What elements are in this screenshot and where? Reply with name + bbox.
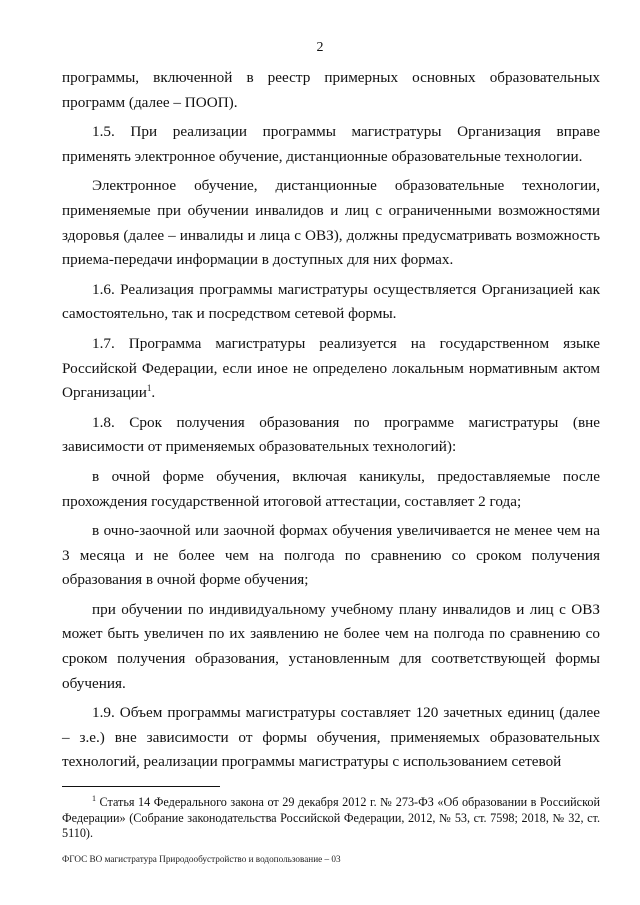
paragraph [62, 120, 600, 169]
paragraph-text: 1.9. Объем программы магистратуры составляет 120 зачетных единиц (далее – з.е.) вне зависимости от формы обучения, применяемых образовательных технологий, реализации программы магистратуры с использованием сетевой [62, 704, 600, 771]
paragraph [62, 519, 600, 593]
paragraph [62, 701, 600, 775]
paragraph [62, 465, 600, 514]
footnote-separator [62, 786, 220, 787]
paragraph-text: программы, включенной в реестр примерных основных образовательных программ (далее – ПООП). [62, 69, 600, 111]
footnote-reference[interactable]: 1 [146, 383, 152, 394]
paragraph [62, 278, 600, 327]
paragraph-punctuation: . [151, 384, 156, 402]
paragraph-text: при обучении по индивидуальному учебному плану инвалидов и лиц с ОВЗ может быть увеличен по их заявлению не более чем на полгода по сравнению со сроком получения образования, установленным для соответствующей формы обучения. [62, 600, 600, 692]
document-body [62, 66, 600, 780]
paragraph [62, 174, 600, 272]
paragraph [62, 66, 600, 115]
footnote-text: Статья 14 Федерального закона от 29 декабря 2012 г. № 273-ФЗ «Об образовании в Российской Федерации» (Собрание законодательства Российской Федерации, 2012, № 53, ст. 7598; 2018, № 32, ст. 5110). [62, 795, 600, 840]
paragraph-text: 1.5. При реализации программы магистратуры Организация вправе применять электронное обучение, дистанционные образовательные технологии. [62, 123, 600, 165]
paragraph-text: в очной форме обучения, включая каникулы, предоставляемые после прохождения государственной итоговой аттестации, составляет 2 года; [62, 467, 600, 510]
paragraph [62, 598, 600, 696]
page-number: 2 [316, 40, 324, 55]
footnote-marker: 1 [92, 793, 96, 803]
paragraph [62, 411, 600, 460]
document-footer: ФГОС ВО магистратура Природообустройство и водопользование – 03 [62, 854, 341, 864]
footnote [62, 795, 600, 842]
paragraph-text: 1.7. Программа магистратуры реализуется на государственном языке Российской Федерации, если иное не определено локальным нормативным актом Организации [62, 334, 600, 402]
paragraph-text: в очно-заочной или заочной формах обучения увеличивается не менее чем на 3 месяца и не более чем на полгода по сравнению со сроком получения образования в очной форме обучения; [62, 522, 600, 589]
paragraph-text: 1.8. Срок получения образования по программе магистратуры (вне зависимости от применяемых образовательных технологий): [62, 413, 600, 456]
paragraph-text: Электронное обучение, дистанционные образовательные технологии, применяемые при обучении инвалидов и лиц с ограниченными возможностями здоровья (далее – инвалиды и лица с ОВЗ), должны предусматривать возможность приема-передачи информации в доступных для них формах. [62, 177, 600, 269]
paragraph-text: 1.6. Реализация программы магистратуры осуществляется Организацией как самостоятельно, так и посредством сетевой формы. [62, 280, 600, 323]
paragraph [62, 332, 600, 406]
